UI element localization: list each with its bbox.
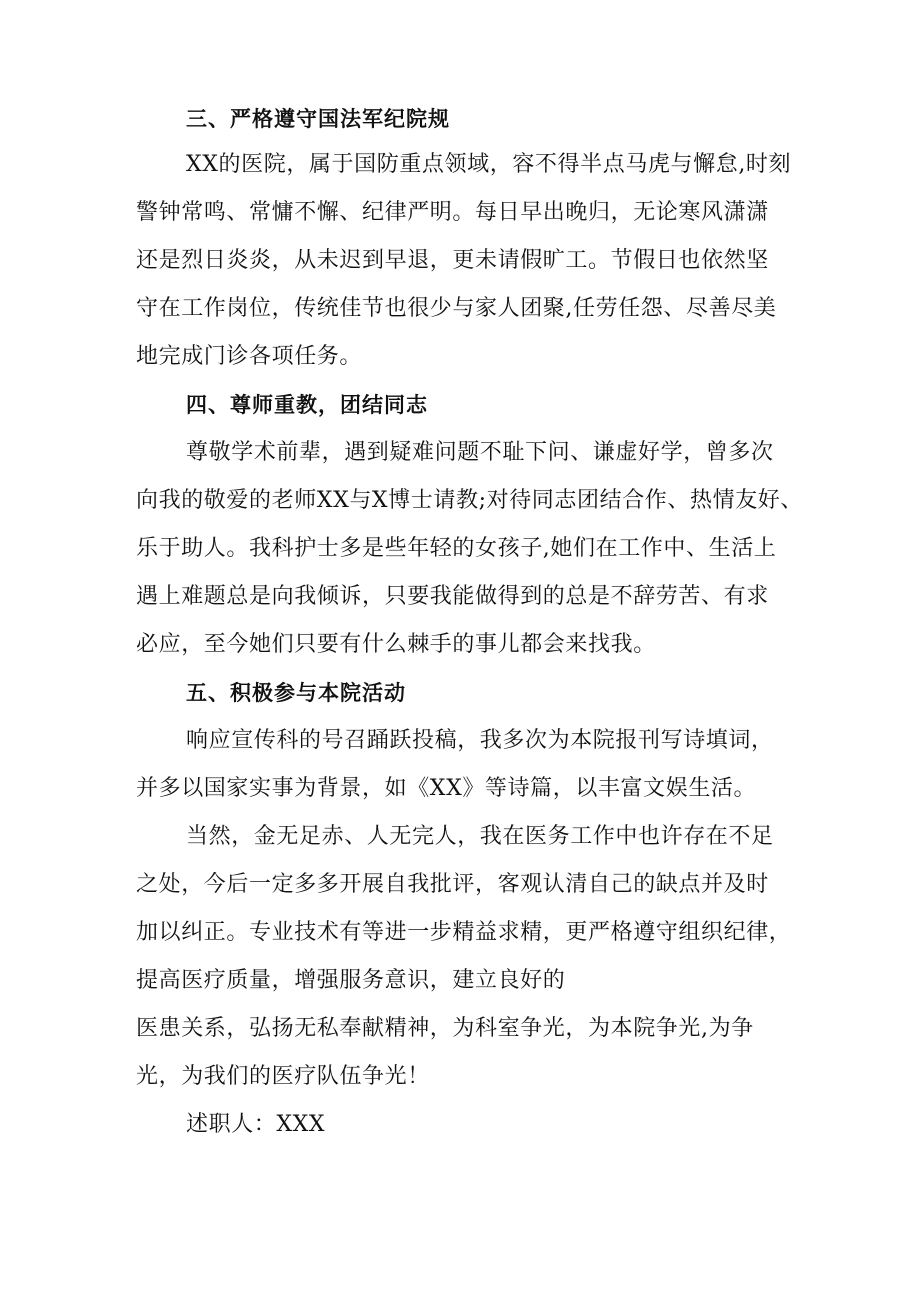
paragraph-line: 必应，至今她们只要有什么棘手的事儿都会来找我。	[136, 632, 656, 657]
paragraph-line: 尊敬学术前辈，遇到疑难问题不耻下问、谦虚好学，曾多次	[186, 440, 774, 465]
paragraph-line: 提高医疗质量，增强服务意识，建立良好的	[136, 968, 566, 993]
paragraph-line: XX的医院，属于国防重点领域，容不得半点马虎与懈怠,时刻	[186, 152, 792, 177]
paragraph-line: 医患关系，弘扬无私奉献精神，为科室争光，为本院争光,为争	[136, 1016, 754, 1041]
paragraph-line: 地完成门诊各项任务。	[136, 344, 363, 369]
paragraph-line: 当然，金无足赤、人无完人，我在医务工作中也许存在不足	[186, 824, 774, 849]
section-heading-5: 五、积极参与本院活动	[186, 681, 406, 705]
paragraph-line: 警钟常鸣、常慵不懈、纪律严明。每日早出晚归，无论寒风潇潇	[136, 200, 769, 225]
paragraph-line: 加以纠正。专业技术有等进一步精益求精，更严格遵守组织纪律，	[136, 920, 792, 945]
paragraph-line: 响应宣传科的号召踊跃投稿，我多次为本院报刊写诗填词，	[186, 728, 774, 753]
paragraph-line: 还是烈日炎炎，从未迟到早退，更未请假旷工。节假日也依然坚	[136, 248, 769, 273]
section-heading-3: 三、严格遵守国法军纪院规	[186, 107, 450, 131]
paragraph-line: 向我的敬爱的老师XX与X博士请教;对待同志团结合作、热情友好、	[136, 488, 804, 513]
paragraph-line: 遇上难题总是向我倾诉，只要我能做得到的总是不辞劳苦、有求	[136, 584, 769, 609]
paragraph-line: 光，为我们的医疗队伍争光！	[136, 1064, 430, 1089]
paragraph-line: 之处，今后一定多多开展自我批评，客观认清自己的缺点并及时	[136, 872, 769, 897]
paragraph-line: 并多以国家实事为背景，如《XX》等诗篇，以丰富文娱生活。	[136, 776, 757, 801]
section-heading-4: 四、尊师重教，团结同志	[186, 393, 428, 417]
signature: 述职人：XXX	[186, 1112, 326, 1137]
paragraph-line: 乐于助人。我科护士多是些年轻的女孩子,她们在工作中、生活上	[136, 536, 777, 561]
paragraph-line: 守在工作岗位，传统佳节也很少与家人团聚,任劳任怨、尽善尽美	[136, 296, 777, 321]
